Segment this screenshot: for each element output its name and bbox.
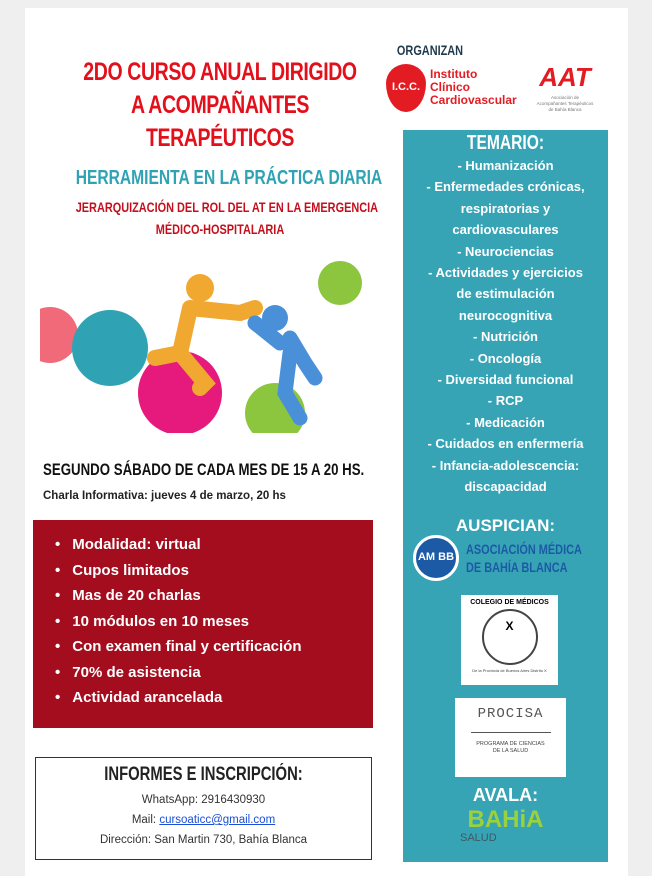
ambb-name-line: ASOCIACIÓN MÉDICA (466, 541, 582, 557)
contact-box (35, 757, 372, 860)
procisa-logo (455, 698, 566, 777)
temario-item: discapacidad (464, 479, 547, 495)
feature-item: • Con examen final y certificación (55, 634, 373, 660)
aat-logo: AAT (539, 62, 591, 92)
temario-item: - Actividades y ejercicios (428, 265, 583, 281)
colegio-arc-text: COLEGIO DE MÉDICOS (470, 599, 549, 606)
title-line-2: A ACOMPAÑANTES (131, 91, 309, 119)
feature-item: • Mas de 20 charlas (55, 583, 373, 609)
title-line-3: TERAPÉUTICOS (145, 124, 295, 152)
temario-list (403, 155, 608, 498)
colegio-emblem: X (482, 609, 538, 665)
subtitle: HERRAMIENTA EN LA PRÁCTICA DIARIA (75, 167, 383, 189)
temario-item: - Diversidad funcional (437, 372, 574, 388)
temario-item: de estimulación (456, 286, 555, 302)
contact-whatsapp: WhatsApp: 2916430930 (141, 794, 266, 806)
aat-desc-line: Acompañantes Terapéuticos (536, 101, 594, 106)
teamwork-illustration (40, 253, 390, 433)
gear-green-top (318, 261, 362, 305)
icc-name-line: Cardiovascular (430, 93, 517, 107)
schedule-main: SEGUNDO SÁBADO DE CADA MES DE 15 A 20 HS. (43, 460, 365, 479)
icc-logo: I.C.C. (386, 64, 426, 112)
features-box (33, 520, 373, 728)
aat-desc-line: Asociación de (550, 95, 580, 100)
temario-item: - Infancia-adolescencia: (431, 457, 580, 473)
feature-item: • Modalidad: virtual (55, 532, 373, 558)
temario-item: respiratorias y (460, 200, 551, 216)
temario-item: - RCP (487, 393, 524, 409)
person-orange-head (186, 274, 214, 302)
feature-item: • 70% de asistencia (55, 660, 373, 686)
endorse-label: AVALA: (472, 785, 539, 805)
organizers-label: ORGANIZAN (396, 42, 464, 58)
temario-item: - Oncología (469, 350, 542, 366)
temario-item: - Humanización (457, 158, 554, 173)
temario-title: TEMARIO: (466, 132, 545, 154)
colegio-sub: De la Provincia de Buenos Aires Distrito X (472, 668, 547, 673)
ambb-name-line: DE BAHÍA BLANCA (466, 559, 568, 575)
ambb-logo: AM BB (413, 535, 459, 581)
temario-item: - Enfermedades crónicas, (426, 179, 585, 195)
schedule-info: Charla Informativa: jueves 4 de marzo, 20 hs (43, 490, 286, 502)
temario-item: neurocognitiva (458, 307, 553, 323)
temario-item: - Cuidados en enfermería (427, 436, 584, 452)
contact-address: Dirección: San Martin 730, Bahía Blanca (99, 834, 308, 846)
temario-item: - Nutrición (473, 329, 538, 345)
contact-mail (36, 814, 371, 826)
feature-item: • 10 módulos en 10 meses (55, 609, 373, 635)
gear-pink-left (40, 307, 78, 363)
aat-desc (525, 95, 605, 113)
feature-item: • Cupos limitados (55, 558, 373, 584)
icc-name-line: Instituto (430, 67, 478, 81)
aat-desc-line: de Bahía Blanca (548, 107, 582, 112)
mail-label: Mail: (131, 814, 160, 826)
temario-item: - Neurociencias (457, 243, 554, 259)
subtitle2-line-1: JERARQUIZACIÓN DEL ROL DEL AT EN LA EMERGENCIA (75, 199, 379, 215)
procisa-name: PROCISA (477, 706, 544, 722)
contact-title: INFORMES E INSCRIPCIÓN: (104, 764, 303, 785)
bahia-salud-sub: SALUD (460, 832, 497, 844)
procisa-desc (455, 741, 566, 755)
subtitle2-line-2: MÉDICO-HOSPITALARIA (155, 221, 285, 237)
sponsors-label: AUSPICIAN: (455, 515, 556, 535)
procisa-desc-line: DE LA SALUD (492, 748, 529, 754)
feature-item: • Actividad arancelada (55, 685, 373, 711)
colegio-medicos-logo (461, 595, 558, 685)
temario-item: cardiovasculares (452, 222, 559, 238)
title-line-1: 2DO CURSO ANUAL DIRIGIDO (83, 58, 357, 86)
icc-name-line: Clínico (430, 80, 471, 94)
icc-name (430, 68, 517, 107)
bahia-salud-logo: BAHiA (467, 806, 544, 833)
procisa-desc-line: PROGRAMA DE CIENCIAS (476, 741, 545, 747)
ambb-name (466, 540, 606, 576)
temario-item: - Medicación (466, 414, 545, 430)
procisa-divider (471, 732, 551, 733)
mail-link[interactable]: cursoaticc@gmail.com (159, 814, 276, 826)
gear-teal (72, 310, 148, 386)
